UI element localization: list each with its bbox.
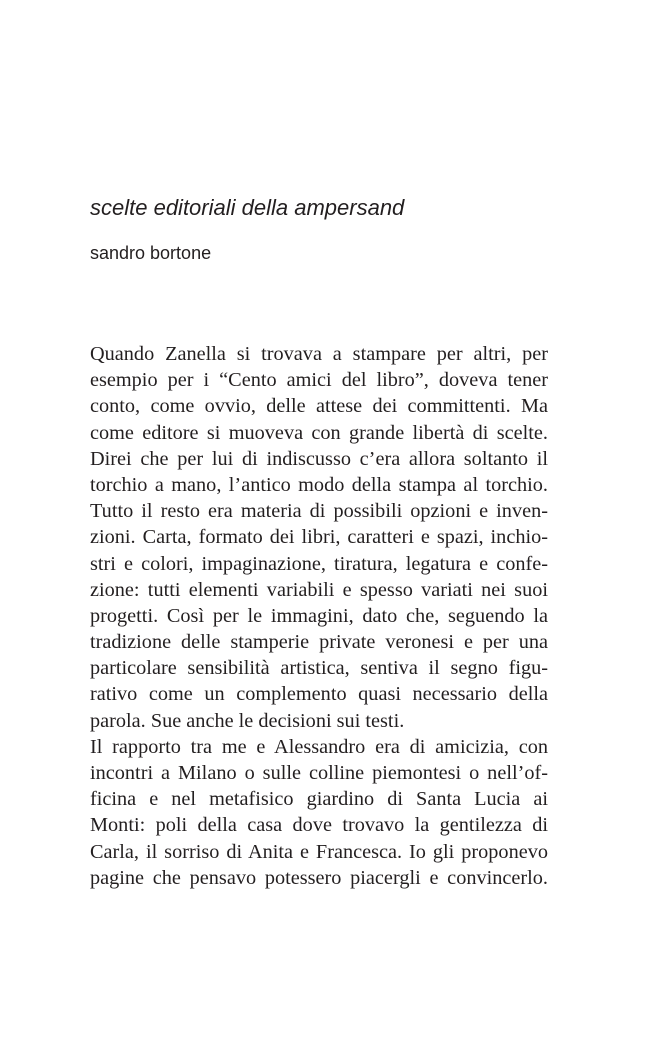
page-title: scelte editoriali della ampersand [90, 195, 405, 220]
text-line: tradizione delle stamperie private veronesi e per una [90, 631, 548, 654]
text-line: Il rapporto tra me e Alessandro era di amicizia, con [90, 735, 548, 758]
text-line: zione: tutti elementi variabili e spesso variati nei suoi [90, 578, 548, 601]
text-line: Monti: poli della casa dove trovavo la gentilezza di [90, 814, 548, 837]
text-line: stri e colori, impaginazione, tiratura, legatura e confe- [90, 552, 548, 575]
text-line: incontri a Milano o sulle colline piemontesi o nell’of- [90, 762, 548, 784]
body-text [90, 341, 548, 891]
text-line: rativo come un complemento quasi necessario della [90, 683, 548, 706]
text-line: Carla, il sorriso di Anita e Francesca. Io gli proponevo [90, 840, 548, 863]
text-line: conto, come ovvio, delle attese dei committenti. Ma [90, 395, 548, 418]
text-line: zioni. Carta, formato dei libri, caratteri e spazi, inchio- [90, 526, 548, 549]
text-line: parola. Sue anche le decisioni sui testi. [90, 709, 405, 732]
text-line: progetti. Così per le immagini, dato che, seguendo la [90, 604, 548, 627]
text-line: ficina e nel metafisico giardino di Santa Lucia ai [90, 788, 548, 811]
text-line: Tutto il resto era materia di possibili opzioni e inven- [90, 500, 548, 523]
text-line: torchio a mano, l’antico modo della stampa al torchio. [90, 473, 548, 496]
text-line: Direi che per lui di indiscusso c’era allora soltanto il [90, 447, 548, 470]
text-line: particolare sensibilità artistica, sentiva il segno figu- [90, 657, 548, 680]
text-line: Quando Zanella si trovava a stampare per altri, per [90, 343, 548, 365]
text-line: pagine che pensavo potessero piacergli e convincerlo. [90, 866, 548, 889]
text-line: esempio per i “Cento amici del libro”, doveva tener [90, 369, 548, 392]
author-name: sandro bortone [90, 243, 212, 263]
text-line: come editore si muoveva con grande libertà di scelte. [90, 421, 548, 444]
